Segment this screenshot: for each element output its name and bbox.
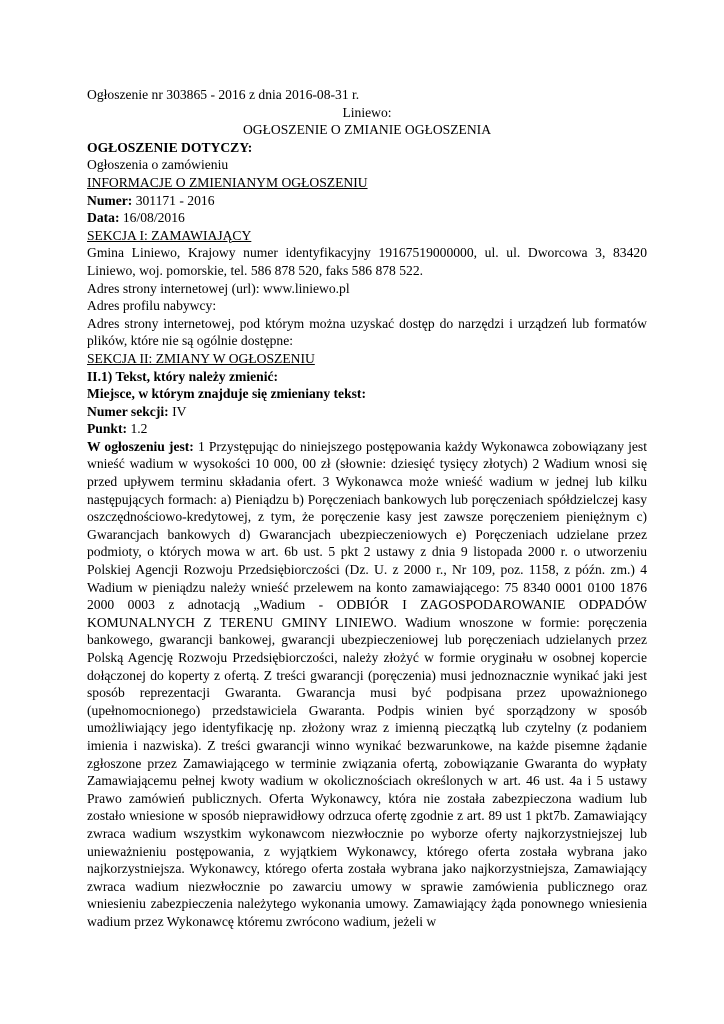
date-value: 16/08/2016 [122, 210, 185, 226]
changed-notice-heading: INFORMACJE O ZMIENIANYM OGŁOSZENIU [87, 174, 368, 190]
section-number-line [87, 403, 647, 421]
number-label: Numer: [87, 192, 133, 208]
place-label: Miejsce, w którym znajduje się zmieniany tekst: [87, 386, 366, 402]
city-line: Liniewo: [342, 104, 392, 120]
section1-heading: SEKCJA I: ZAMAWIAJĄCY [87, 227, 252, 243]
point-line [87, 420, 647, 438]
changed-notice-number [87, 192, 647, 210]
in-notice-paragraph [87, 438, 647, 931]
tools-url-line: Adres strony internetowej, pod którym można uzyskać dostęp do narzędzi i urządzeń lub formatów plików, które nie są ogólnie dostępne: [87, 315, 647, 349]
changed-notice-date [87, 209, 647, 227]
announcement-number: Ogłoszenie nr 303865 - 2016 z dnia 2016-08-31 r. [87, 87, 360, 102]
section-number-value: IV [172, 403, 187, 419]
date-label: Data: [87, 210, 120, 226]
in-notice-text: 1 Przystępując do niniejszego postępowania każdy Wykonawca zobowiązany jest wnieść wadium w wysokości 10 000, 00 zł (słownie: dziesięć tysięcy złotych) 2 Wadium wnosi się przed upływem terminu składania ofert. 3 Wykonawca może wnieść wadium w jednej lub kilku następujących formach: a) Pieniądzu b) Poręczeniach bankowych lub poręczeniach spółdzielczej kasy oszczędnościowo-kredytowej, z tym, że poręczenie kasy jest zawsze poręczeniem pieniężnym c) Gwarancjach bankowych d) Gwarancjach ubezpieczeniowych e) Poręczeniach udzielane przez podmioty, o których mowa w art. 6b ust. 5 pkt 2 ustawy z dnia 9 listopada 2000 r. o utworzeniu Polskiej Agencji Rozwoju Przedsiębiorczości (Dz. U. z 2000 r., Nr 109, poz. 1158, z późn. zm.) 4 Wadium w pieniądzu należy wnieść przelewem na konto zamawiającego: 75 8340 0001 0100 1876 2000 0003 z adnotacją „Wadium - ODBIÓR I ZAGOSPODAROWANIE ODPADÓW KOMUNALNYCH Z TERENU GMINY LINIEWO. Wadium wnoszone w formie: poręczenia bankowego, gwarancji bankowej, gwarancji ubezpieczeniowej lub poręczeniach udzielanych przez Polską Agencję Rozwoju Przedsiębiorczości, należy złożyć w formie oryginału w osobnej kopercie dołączonej do koperty z ofertą. Z treści gwarancji (poręczenia) musi jednoznacznie wynikać jaki jest sposób reprezentacji Gwaranta. Gwarancja musi być podpisana przez upoważnionego (upełnomocnionego) przedstawiciela Gwaranta. Podpis winien być sporządzony w sposób umożliwiający jego identyfikację np. złożony wraz z imienną pieczątką lub czytelny (z podaniem imienia i nazwiska). Z treści gwarancji winno wynikać bezwarunkowe, na każde pisemne żądanie zgłoszone przez Zamawiającego w terminie związania ofertą, zobowiązanie Gwaranta do wypłaty Zamawiającemu pełnej kwoty wadium w okolicznościach określonych w art. 46 ust. 4a i 5 ustawy Prawo zamówień publicznych. Oferta Wykonawcy, która nie została zabezpieczona wadium lub zostało wniesione w sposób nieprawidłowy odrzuca ofertę zgodnie z art. 89 ust 1 pkt7b. Zamawiający zwraca wadium wszystkim wykonawcom niezwłocznie po wyborze oferty najkorzystniejszej lub unieważnieniu postępowania, z wyjątkiem Wykonawcy, którego oferta została wybrana jako najkorzystniejsza. Wykonawcy, którego oferta została wybrana jako najkorzystniejsza, Zamawiający zwraca wadium niezwłocznie po zawarciu umowy w sprawie zamówienia publicznego oraz wniesieniu zabezpieczenia należytego wykonania umowy. Zamawiający żąda ponownego wniesienia wadium przez Wykonawcę któremu zwrócono wadium, jeżeli w [87, 438, 648, 929]
point-value: 1.2 [130, 421, 148, 437]
document-page [87, 86, 647, 931]
contracting-authority-address: Gmina Liniewo, Krajowy numer identyfikacyjny 19167519000000, ul. ul. Dworcowa 3, 83420 Liniewo, woj. pomorskie, tel. 586 878 520, faks 586 878 522. [87, 245, 647, 278]
website-line: Adres strony internetowej (url): www.liniewo.pl [87, 280, 350, 296]
number-value: 301171 - 2016 [135, 192, 215, 208]
point-label: Punkt: [87, 421, 128, 437]
document-title: OGŁOSZENIE O ZMIANIE OGŁOSZENIA [242, 122, 492, 138]
section2-heading: SEKCJA II: ZMIANY W OGŁOSZENIU [87, 350, 315, 366]
concerns-value: Ogłoszenia o zamówieniu [87, 157, 229, 173]
text-to-change-label: II.1) Tekst, który należy zmienić: [87, 368, 279, 384]
in-notice-label: W ogłoszeniu jest: [87, 438, 194, 454]
section-number-label: Numer sekcji: [87, 403, 169, 419]
buyer-profile-line: Adres profilu nabywcy: [87, 298, 217, 314]
concerns-label: OGŁOSZENIE DOTYCZY: [87, 139, 253, 155]
